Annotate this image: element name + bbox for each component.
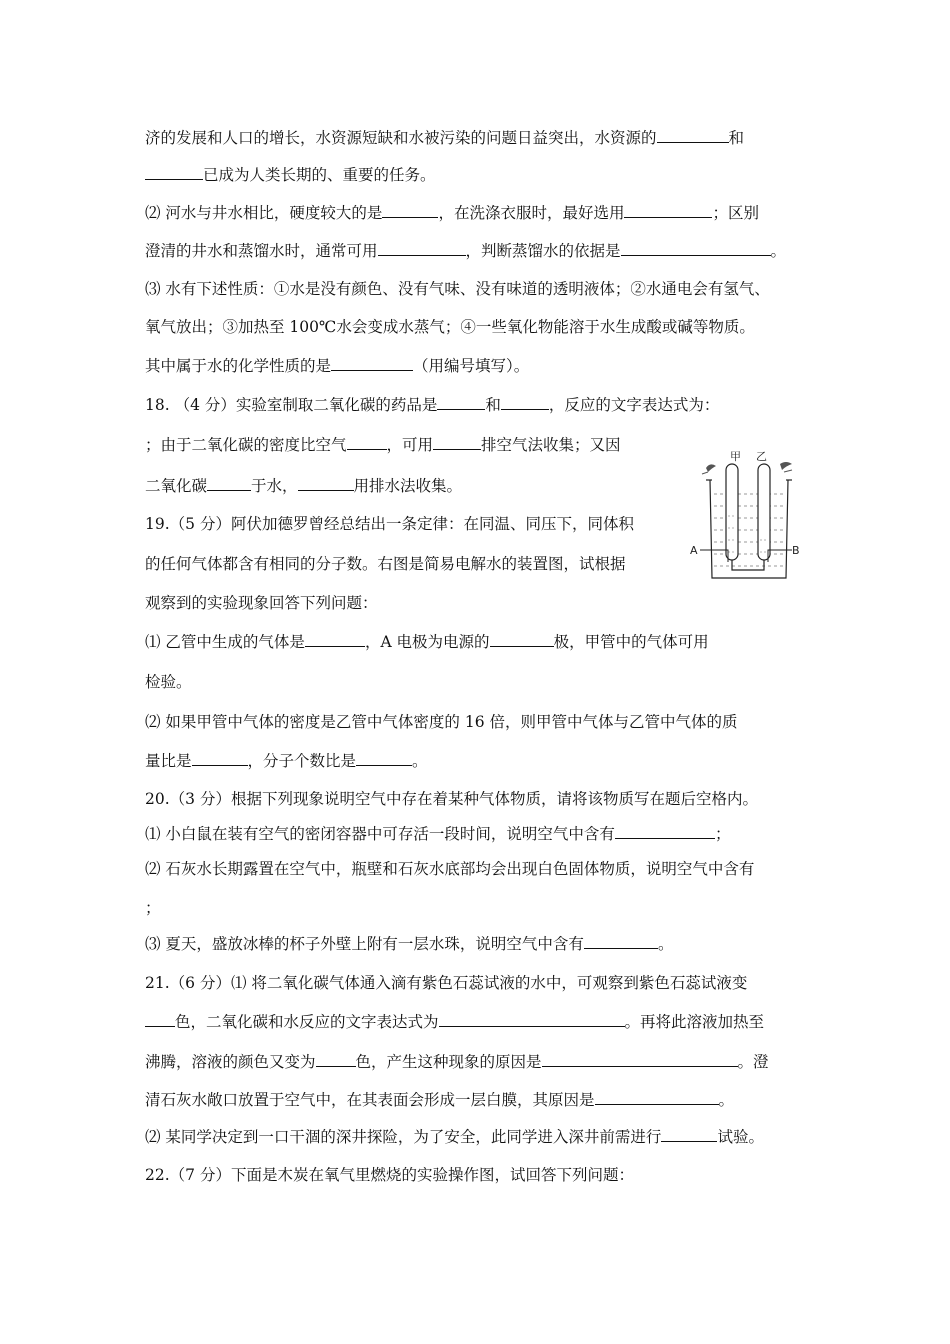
answer-blank[interactable] <box>661 1127 717 1142</box>
text-line <box>145 128 744 148</box>
text-line <box>145 395 719 415</box>
text-segment: 二氧化碳 <box>145 477 208 495</box>
text-line <box>145 165 436 185</box>
text-segment: 21.（6 分）⑴ 将二氧化碳气体通入滴有紫色石蕊试液的水中，可观察到紫色石蕊试液变 <box>145 974 748 992</box>
electrolysis-apparatus-figure <box>688 446 806 584</box>
answer-blank[interactable] <box>542 1052 738 1067</box>
text-segment: 其中属于水的化学性质的是 <box>145 357 332 375</box>
answer-blank[interactable] <box>331 356 413 371</box>
text-segment: 。 <box>412 752 428 770</box>
text-line <box>145 317 755 337</box>
label-jia: 甲 <box>730 450 741 463</box>
connector-pipe <box>732 560 764 570</box>
text-segment: 沸腾，溶液的颜色又变为 <box>145 1053 316 1071</box>
text-line <box>145 1052 769 1072</box>
answer-blank[interactable] <box>145 1012 175 1027</box>
text-line <box>145 1127 764 1147</box>
label-a: A <box>690 544 698 557</box>
text-line <box>145 751 428 771</box>
text-segment: ⑵ 河水与井水相比，硬度较大的是 <box>145 204 383 222</box>
text-segment: 的任何气体都含有相同的分子数。右图是简易电解水的装置图，试根据 <box>145 555 626 573</box>
label-yi: 乙 <box>756 450 767 463</box>
answer-blank[interactable] <box>347 435 387 450</box>
answer-blank[interactable] <box>305 632 365 647</box>
text-line <box>145 973 747 993</box>
text-segment: 和 <box>728 129 745 147</box>
answer-blank[interactable] <box>207 476 251 491</box>
tube-yi <box>758 464 770 560</box>
answer-blank[interactable] <box>595 1090 719 1105</box>
text-segment: ⑵ 某同学决定到一口干涸的深井探险，为了安全，此同学进入深井前需进行 <box>145 1128 662 1146</box>
text-segment: 量比是 <box>145 752 192 770</box>
label-b: B <box>792 544 800 557</box>
text-segment: 观察到的实验现象回答下列问题： <box>145 594 378 612</box>
text-line <box>145 554 626 574</box>
text-segment: 极，甲管中的气体可用 <box>553 633 709 651</box>
text-segment: ，在洗涤衣服时，最好选用 <box>438 204 625 222</box>
text-segment: 。 <box>657 935 674 953</box>
text-segment: ⑴ 小白鼠在装有空气的密闭容器中可存活一段时间，说明空气中含有 <box>145 825 615 843</box>
text-segment: ，判断蒸馏水的依据是 <box>465 242 621 260</box>
text-line <box>145 1012 764 1032</box>
text-segment: ；区别 <box>712 204 759 222</box>
text-line <box>145 859 754 879</box>
answer-blank[interactable] <box>657 128 729 143</box>
text-segment: ，可用 <box>386 436 434 454</box>
tube-jia <box>726 464 738 560</box>
answer-blank[interactable] <box>584 934 658 949</box>
text-line <box>145 203 759 223</box>
text-segment: 用排水法收集。 <box>353 477 463 495</box>
flame-icon <box>706 464 716 472</box>
electrolysis-diagram <box>688 446 806 584</box>
text-line <box>145 632 709 652</box>
answer-blank[interactable] <box>356 751 412 766</box>
text-line <box>145 712 738 732</box>
answer-blank[interactable] <box>501 395 549 410</box>
text-segment: ⑴ 乙管中生成的气体是 <box>145 633 305 651</box>
text-segment: ⑵ 石灰水长期露置在空气中，瓶壁和石灰水底部均会出现白色固体物质，说明空气中含有 <box>145 860 755 878</box>
text-segment: 19.（5 分）阿伏加德罗曾经总结出一条定律：在同温、同压下，同体积 <box>145 515 634 533</box>
text-line <box>145 824 730 844</box>
text-line <box>145 593 378 613</box>
text-line <box>145 1165 634 1185</box>
answer-blank[interactable] <box>490 632 554 647</box>
text-segment: ⑶ 夏天，盛放冰棒的杯子外壁上附有一层水珠，说明空气中含有 <box>145 935 584 953</box>
text-segment: 色，二氧化碳和水反应的文字表达式为 <box>175 1013 439 1031</box>
text-segment: 和 <box>485 396 501 414</box>
answer-blank[interactable] <box>624 203 712 218</box>
text-line <box>145 789 758 809</box>
answer-blank[interactable] <box>433 435 481 450</box>
answer-blank[interactable] <box>437 395 485 410</box>
text-line <box>145 356 529 376</box>
text-line <box>145 241 786 261</box>
answer-blank[interactable] <box>382 203 438 218</box>
answer-blank[interactable] <box>298 476 354 491</box>
text-segment: ； <box>714 825 731 843</box>
text-segment: 20.（3 分）根据下列现象说明空气中存在着某种气体物质，请将该物质写在题后空格内。 <box>145 790 758 808</box>
answer-blank[interactable] <box>145 165 203 180</box>
text-segment: ，分子个数比是 <box>247 752 357 770</box>
text-line <box>145 476 462 496</box>
answer-blank[interactable] <box>439 1012 625 1027</box>
water <box>714 494 784 566</box>
text-segment: （用编号填写）。 <box>413 357 530 375</box>
answer-blank[interactable] <box>621 241 771 256</box>
text-segment: 18. （4 分）实验室制取二氧化碳的药品是 <box>145 396 438 414</box>
text-segment: ⑶ 水有下述性质：①水是没有颜色、没有气味、没有味道的透明液体；②水通电会有氢气、 <box>145 280 770 298</box>
text-line <box>145 435 621 455</box>
text-segment: 排空气法收集；又因 <box>481 436 621 454</box>
text-segment: 澄清的井水和蒸馏水时，通常可用 <box>145 242 378 260</box>
text-segment: 。澄 <box>737 1053 769 1071</box>
text-segment: ，A 电极为电源的 <box>364 633 490 651</box>
answer-blank[interactable] <box>192 751 248 766</box>
answer-blank[interactable] <box>615 824 715 839</box>
text-segment: 济的发展和人口的增长，水资源短缺和水被污染的问题日益突出，水资源的 <box>145 129 657 147</box>
text-segment: ； <box>145 899 161 917</box>
text-segment: 试验。 <box>717 1128 764 1146</box>
text-line <box>145 898 161 918</box>
text-line <box>145 1090 734 1110</box>
answer-blank[interactable] <box>316 1052 356 1067</box>
text-segment: 氧气放出；③加热至 100℃水会变成水蒸气；④一些氧化物能溶于水生成酸或碱等物质。 <box>145 318 755 336</box>
text-segment: 。再将此溶液加热至 <box>624 1013 765 1031</box>
text-segment: ，反应的文字表达式为： <box>548 396 720 414</box>
text-segment: 。 <box>770 242 787 260</box>
text-line <box>145 934 673 954</box>
text-line <box>145 279 770 299</box>
text-segment: ；由于二氧化碳的密度比空气 <box>145 436 347 454</box>
text-segment: 于水， <box>251 477 298 495</box>
flame-icon <box>780 462 792 470</box>
text-line <box>145 514 634 534</box>
text-segment: 清石灰水敞口放置于空气中，在其表面会形成一层白膜，其原因是 <box>145 1091 595 1109</box>
text-segment: 已成为人类长期的、重要的任务。 <box>203 166 436 184</box>
text-segment: ⑵ 如果甲管中气体的密度是乙管中气体密度的 16 倍，则甲管中气体与乙管中气体的质 <box>145 713 738 731</box>
text-segment: 色，产生这种现象的原因是 <box>355 1053 542 1071</box>
text-segment: 。 <box>718 1091 735 1109</box>
text-segment: 检验。 <box>145 673 192 691</box>
text-line <box>145 672 192 692</box>
answer-blank[interactable] <box>378 241 466 256</box>
text-segment: 22.（7 分）下面是木炭在氧气里燃烧的实验操作图，试回答下列问题： <box>145 1166 634 1184</box>
beaker <box>710 480 788 578</box>
